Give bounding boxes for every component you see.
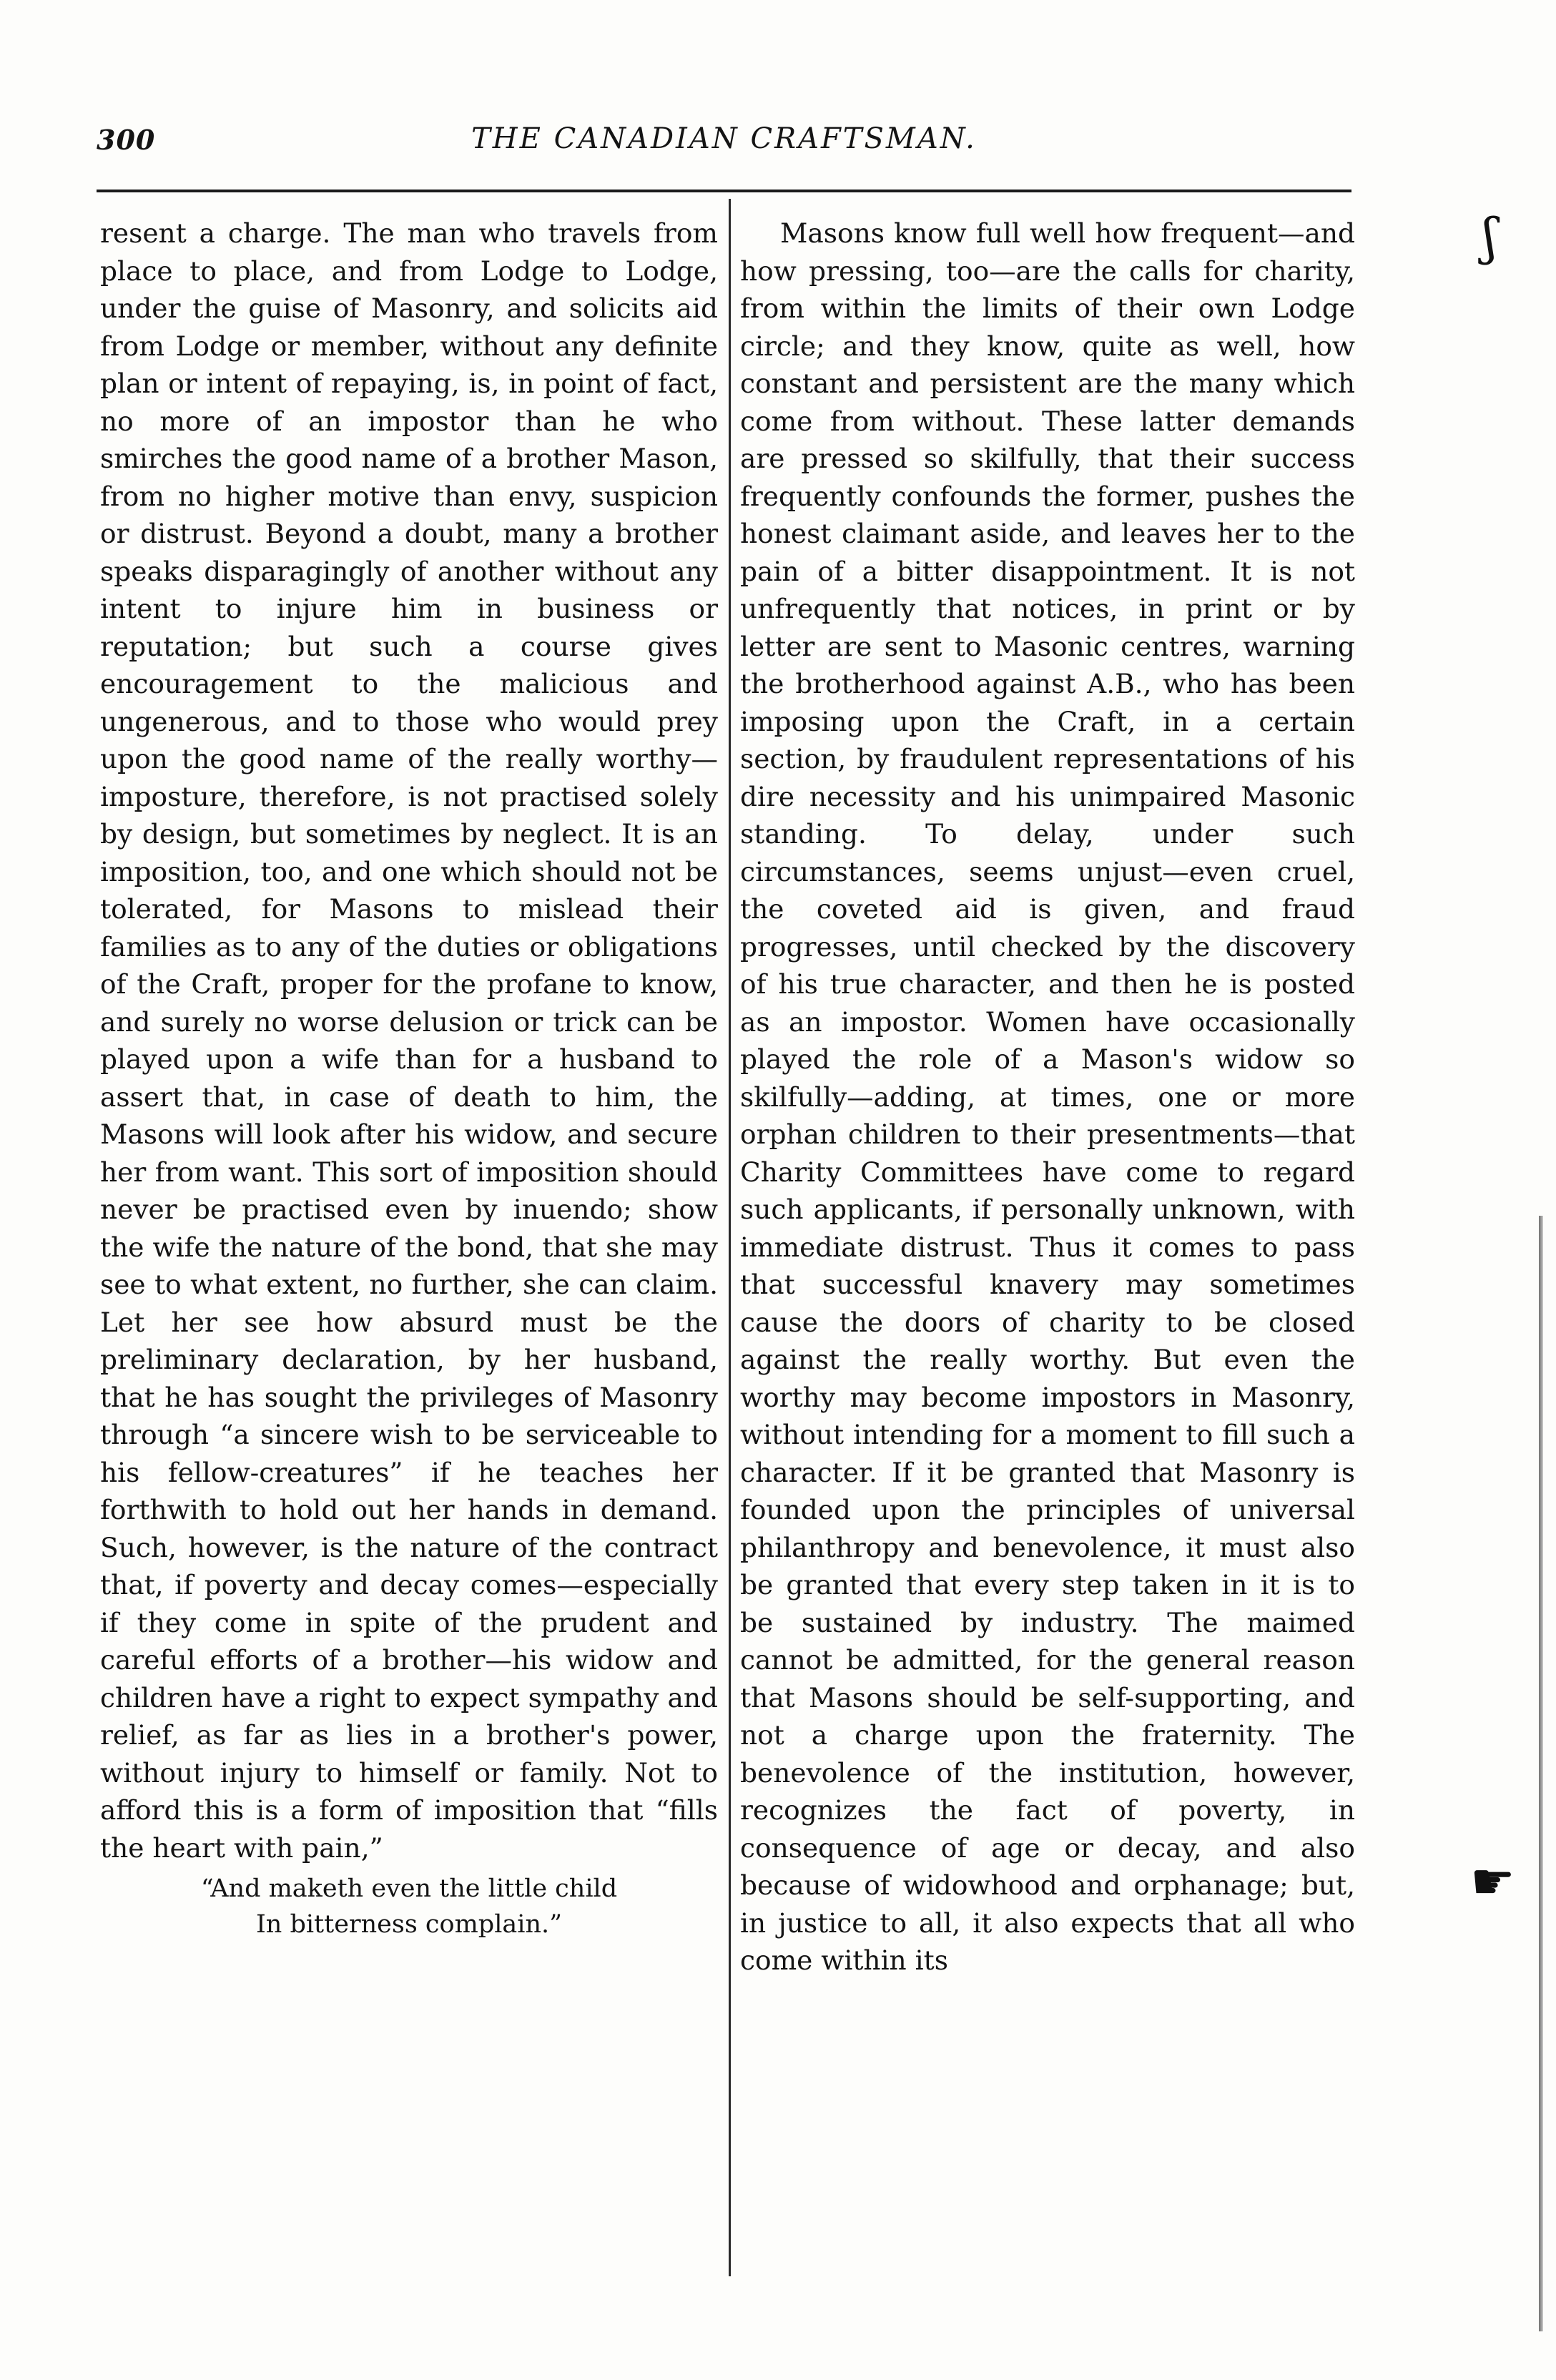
column-divider: [729, 199, 731, 2276]
right-column: [740, 215, 1355, 1980]
margin-pointing-hand-icon: ☛: [1470, 1852, 1515, 1911]
quote-line: “And maketh even the little child: [200, 1874, 618, 1903]
running-title: THE CANADIAN CRAFTSMAN.: [471, 122, 977, 155]
page-header: [97, 118, 1351, 168]
margin-pen-mark-icon: ʃ: [1483, 207, 1497, 266]
left-paragraph: resent a charge. The man who travels from place to place, and from Lodge to Lodge, under the guise of Masonry, and solicits aid from Lodge or member, without any definite plan or intent of repaying, is, in point of fact, no more of an impostor than he who smirches the good name of a brother Mason, from no higher motive than envy, suspicion or distrust. Beyond a doubt, many a brother speaks disparagingly of another without any intent to injure him in business or reputation; but such a course gives encouragement to the malicious and ungenerous, and to those who would prey upon the good name of the really worthy—imposture, therefore, is not practised solely by design, but sometimes by neglect. It is an imposition, too, and one which should not be tolerated, for Masons to mislead their families as to any of the duties or obligations of the Craft, proper for the profane to know, and surely no worse delusion or trick can be played upon a wife than for a husband to assert that, in case of death to him, the Masons will look after his widow, and secure her from want. This sort of imposition should never be practised even by inuendo; show the wife the nature of the bond, that she may see to what extent, no further, she can claim. Let her see how absurd must be the preliminary declaration, by her husband, that he has sought the privileges of Masonry through “a sincere wish to be serviceable to his fellow-creatures” if he teaches her forthwith to hold out her hands in demand. Such, however, is the nature of the contract that, if poverty and decay comes—especially if they come in spite of the prudent and careful efforts of a brother—his widow and children have a right to expect sympathy and relief, as far as lies in a brother's power, without injury to himself or family. Not to afford this is a form of imposition that “fills the heart with pain,”: [100, 217, 718, 1864]
verse-quote: [100, 1871, 718, 1942]
page-number: 300: [97, 124, 156, 156]
quote-line: In bitterness complain.”: [255, 1910, 563, 1939]
page-margin-scan-marks: [1470, 0, 1556, 2380]
right-paragraph: Masons know full well how frequent—and how pressing, too—are the calls for charity, from within the limits of their own Lodge circle; and they know, quite as well, how constant and persistent are the many which come from without. These latter demands are pressed so skilfully, that their success frequently confounds the former, pushes the honest claimant aside, and leaves her to the pain of a bitter disappointment. It is not unfrequently that notices, in print or by letter are sent to Masonic centres, warning the brotherhood against A.B., who has been imposing upon the Craft, in a certain section, by fraudulent representations of his dire necessity and his unimpaired Masonic standing. To delay, under such circumstances, seems unjust—even cruel, the coveted aid is given, and fraud progresses, until checked by the discovery of his true character, and then he is posted as an impostor. Women have occasionally played the role of a Mason's widow so skilfully—adding, at times, one or more orphan children to their presentments—that Charity Committees have come to regard such applicants, if personally unknown, with immediate distrust. Thus it comes to pass that successful knavery may sometimes cause the doors of charity to be closed against the really worthy. But even the worthy may become impostors in Masonry, without intending for a moment to fill such a character. If it be granted that Masonry is founded upon the principles of universal philanthropy and benevolence, it must also be granted that every step taken in it is to be sustained by industry. The maimed cannot be admitted, for the general reason that Masons should be self-supporting, and not a charge upon the fraternity. The benevolence of the institution, however, recognizes the fact of poverty, in consequence of age or decay, and also because of widowhood and orphanage; but, in justice to all, it also expects that all who come within its: [740, 217, 1355, 1976]
scan-edge-mark: [1539, 1216, 1543, 2331]
left-column: [100, 215, 718, 1942]
header-rule: [97, 190, 1351, 192]
